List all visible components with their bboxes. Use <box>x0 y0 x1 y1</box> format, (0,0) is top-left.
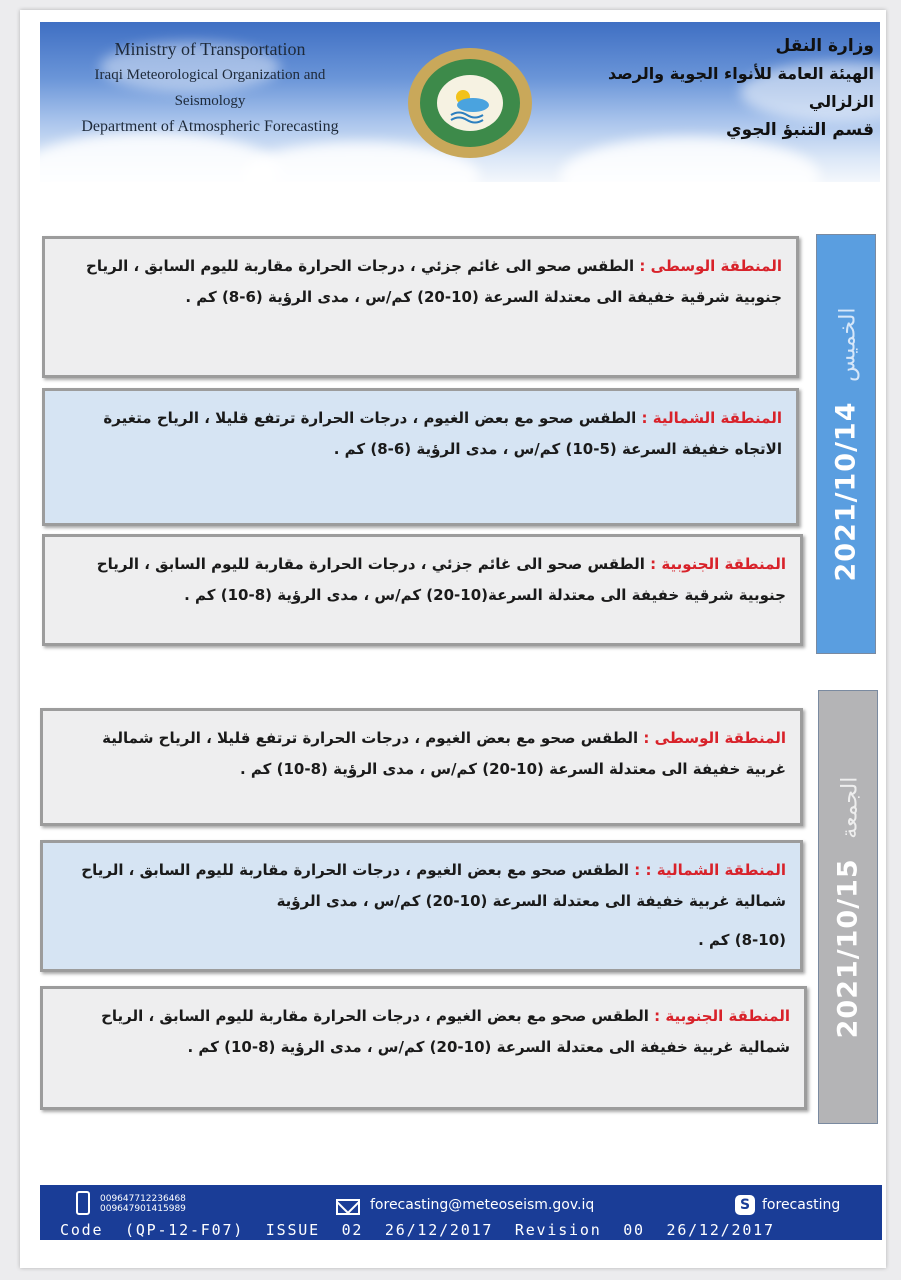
header-english <box>60 36 360 140</box>
region-label: المنطقة الوسطى : <box>639 257 782 275</box>
forecast-text: الطقس صحو الى غائم جزئي ، درجات الحرارة مقاربة لليوم السابق ، الرياح جنوبية شرقية خفيفة الى معتدلة السرعة(10-20) كم/س ، مدى الرؤية (8-10) كم . <box>96 555 786 604</box>
phone-icon <box>76 1191 90 1215</box>
forecast-text: الطقس صحو الى غائم جزئي ، درجات الحرارة مقاربة لليوم السابق ، الرياح جنوبية شرقية خفيفة الى معتدلة السرعة (10-20) كم/س ، مدى الرؤية (6-8) كم . <box>86 257 782 306</box>
day2-name: الجمعة <box>837 776 863 839</box>
footer-bar <box>40 1185 882 1240</box>
letterhead-banner <box>40 22 880 182</box>
day1-northern-region-box <box>42 388 799 526</box>
day1-southern-region-box <box>42 534 803 646</box>
document-code-line: Code (QP-12-F07) ISSUE 02 26/12/2017 Revision 00 26/12/2017 <box>60 1221 775 1239</box>
department-name-ar: قسم التنبؤ الجوي <box>726 120 874 140</box>
forecast-text: الطقس صحو مع بعض الغيوم ، درجات الحرارة ترتفع قليلا ، الرياح متغيرة الاتجاه خفيفة السرعة (5-10) كم/س ، مدى الرؤية (6-8) كم . <box>103 409 782 458</box>
organization-name-en: Iraqi Meteorological Organization and Seismology <box>94 67 326 109</box>
day2-central-region-box <box>40 708 803 826</box>
email-link[interactable]: forecasting@meteoseism.gov.iq <box>370 1197 595 1213</box>
forecast-text: الطقس صحو مع بعض الغيوم ، درجات الحرارة مقاربة لليوم السابق ، الرياح شمالية غربية خفيفة الى معتدلة السرعة (10-20) كم/س ، مدى الرؤية (8-10) كم . <box>101 1007 790 1056</box>
day2-northern-region-box <box>40 840 803 972</box>
day1-date: 2021/10/14 <box>830 400 862 582</box>
forecast-text: الطقس صحو مع بعض الغيوم ، درجات الحرارة ترتفع قليلا ، الرياح شمالية غربية خفيفة الى معتدلة السرعة (10-20) كم/س ، مدى الرؤية (8-10) كم . <box>102 729 786 778</box>
region-label: المنطقة الشمالية : : <box>634 861 786 879</box>
region-label: المنطقة الجنوبية : <box>650 555 786 573</box>
day2-date-bar <box>818 690 878 1124</box>
phone-number-2: 009647901415989 <box>100 1204 186 1214</box>
day1-name: الخميس <box>835 306 861 382</box>
organization-name-ar: الهيئة العامة للأنواء الجوية والرصد الزلزالي <box>608 64 874 111</box>
region-label: المنطقة الشمالية : <box>641 409 782 427</box>
forecast-text: الطقس صحو مع بعض الغيوم ، درجات الحرارة مقاربة لليوم السابق ، الرياح شمالية غربية خفيفة الى معتدلة السرعة (10-20) كم/س ، مدى الرؤية <box>81 861 786 910</box>
region-label: المنطقة الوسطى : <box>643 729 786 747</box>
forecast-text-continued: (8-10) كم . <box>698 931 786 949</box>
header-arabic <box>574 32 874 144</box>
skype-handle[interactable]: forecasting <box>762 1197 841 1213</box>
organization-logo <box>408 48 532 158</box>
day1-date-bar <box>816 234 876 654</box>
ministry-name-ar: وزارة النقل <box>775 36 874 56</box>
department-name-en: Department of Atmospheric Forecasting <box>81 118 339 135</box>
phone-numbers <box>100 1194 186 1214</box>
region-label: المنطقة الجنوبية : <box>654 1007 790 1025</box>
skype-icon: S <box>735 1195 755 1215</box>
mail-icon <box>336 1199 360 1215</box>
ministry-name-en: Ministry of Transportation <box>114 39 306 59</box>
day2-southern-region-box <box>40 986 807 1110</box>
day1-central-region-box <box>42 236 799 378</box>
phone-number-1: 009647712236468 <box>100 1194 186 1204</box>
day2-date: 2021/10/15 <box>832 857 864 1038</box>
